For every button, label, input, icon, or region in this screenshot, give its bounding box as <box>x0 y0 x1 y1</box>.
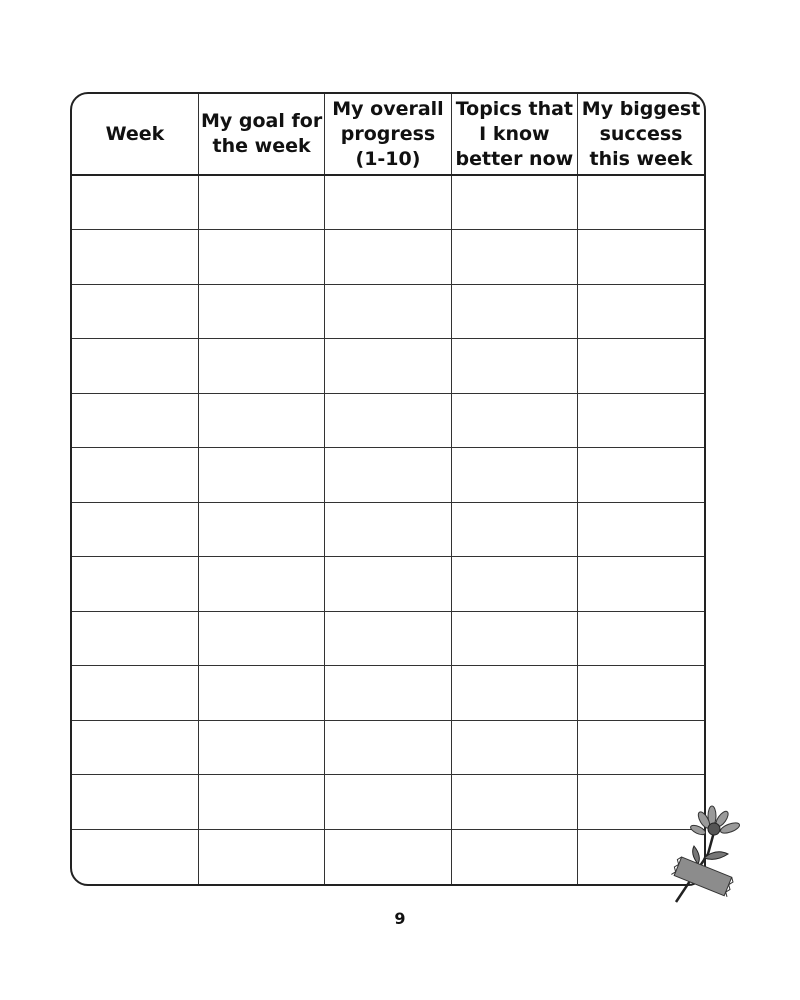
table-cell <box>325 775 451 830</box>
table-cell <box>198 175 324 230</box>
table-cell <box>325 502 451 557</box>
table-cell <box>451 339 577 394</box>
table-cell <box>72 284 198 339</box>
table-cell <box>578 502 704 557</box>
table-row <box>72 775 704 830</box>
table-cell <box>451 284 577 339</box>
table-cell <box>325 829 451 884</box>
table-cell <box>578 611 704 666</box>
progress-tracker-sheet <box>70 92 706 886</box>
header-progress: My overall progress (1-10) <box>325 94 451 175</box>
flower-icon <box>668 802 748 912</box>
table-cell <box>198 230 324 285</box>
table-cell <box>578 448 704 503</box>
table-row <box>72 611 704 666</box>
table-cell <box>72 175 198 230</box>
table-cell <box>451 666 577 721</box>
table-cell <box>578 230 704 285</box>
table-cell <box>451 230 577 285</box>
table-cell <box>451 557 577 612</box>
table-cell <box>72 557 198 612</box>
table-cell <box>198 448 324 503</box>
table-cell <box>198 720 324 775</box>
table-row <box>72 448 704 503</box>
table-cell <box>72 339 198 394</box>
table-row <box>72 393 704 448</box>
table-cell <box>198 829 324 884</box>
table-cell <box>325 611 451 666</box>
table-cell <box>325 720 451 775</box>
table-cell <box>198 339 324 394</box>
table-row <box>72 175 704 230</box>
table-cell <box>72 775 198 830</box>
table-cell <box>198 284 324 339</box>
table-header-row <box>72 94 704 175</box>
table-cell <box>198 502 324 557</box>
table-row <box>72 339 704 394</box>
table-cell <box>72 502 198 557</box>
table-cell <box>325 557 451 612</box>
table-cell <box>451 502 577 557</box>
table-cell <box>198 775 324 830</box>
table-cell <box>325 666 451 721</box>
table-row <box>72 502 704 557</box>
table-cell <box>578 666 704 721</box>
table-row <box>72 829 704 884</box>
table-cell <box>198 557 324 612</box>
table-cell <box>578 393 704 448</box>
table-body <box>72 175 704 884</box>
table-row <box>72 230 704 285</box>
table-cell <box>578 175 704 230</box>
table-cell <box>451 775 577 830</box>
table-cell <box>72 230 198 285</box>
table-cell <box>198 393 324 448</box>
table-row <box>72 720 704 775</box>
header-week: Week <box>72 94 198 175</box>
table-row <box>72 557 704 612</box>
table-cell <box>325 175 451 230</box>
table-cell <box>325 339 451 394</box>
table-cell <box>451 448 577 503</box>
header-success: My biggest success this week <box>578 94 704 175</box>
header-topics: Topics that I know better now <box>451 94 577 175</box>
table-cell <box>198 611 324 666</box>
header-goal: My goal for the week <box>198 94 324 175</box>
table-cell <box>451 611 577 666</box>
table-cell <box>578 339 704 394</box>
table-cell <box>325 393 451 448</box>
table-cell <box>451 829 577 884</box>
weekly-progress-table <box>72 94 704 884</box>
table-cell <box>72 666 198 721</box>
table-row <box>72 284 704 339</box>
table-cell <box>578 284 704 339</box>
table-cell <box>72 611 198 666</box>
table-row <box>72 666 704 721</box>
table-cell <box>72 829 198 884</box>
table-cell <box>451 393 577 448</box>
table-cell <box>578 557 704 612</box>
table-cell <box>72 393 198 448</box>
table-cell <box>72 720 198 775</box>
table-cell <box>72 448 198 503</box>
table-cell <box>325 284 451 339</box>
table-cell <box>451 175 577 230</box>
page-number: 9 <box>394 909 406 928</box>
table-cell <box>325 230 451 285</box>
table-cell <box>198 666 324 721</box>
table-cell <box>451 720 577 775</box>
table-cell <box>578 720 704 775</box>
table-cell <box>325 448 451 503</box>
